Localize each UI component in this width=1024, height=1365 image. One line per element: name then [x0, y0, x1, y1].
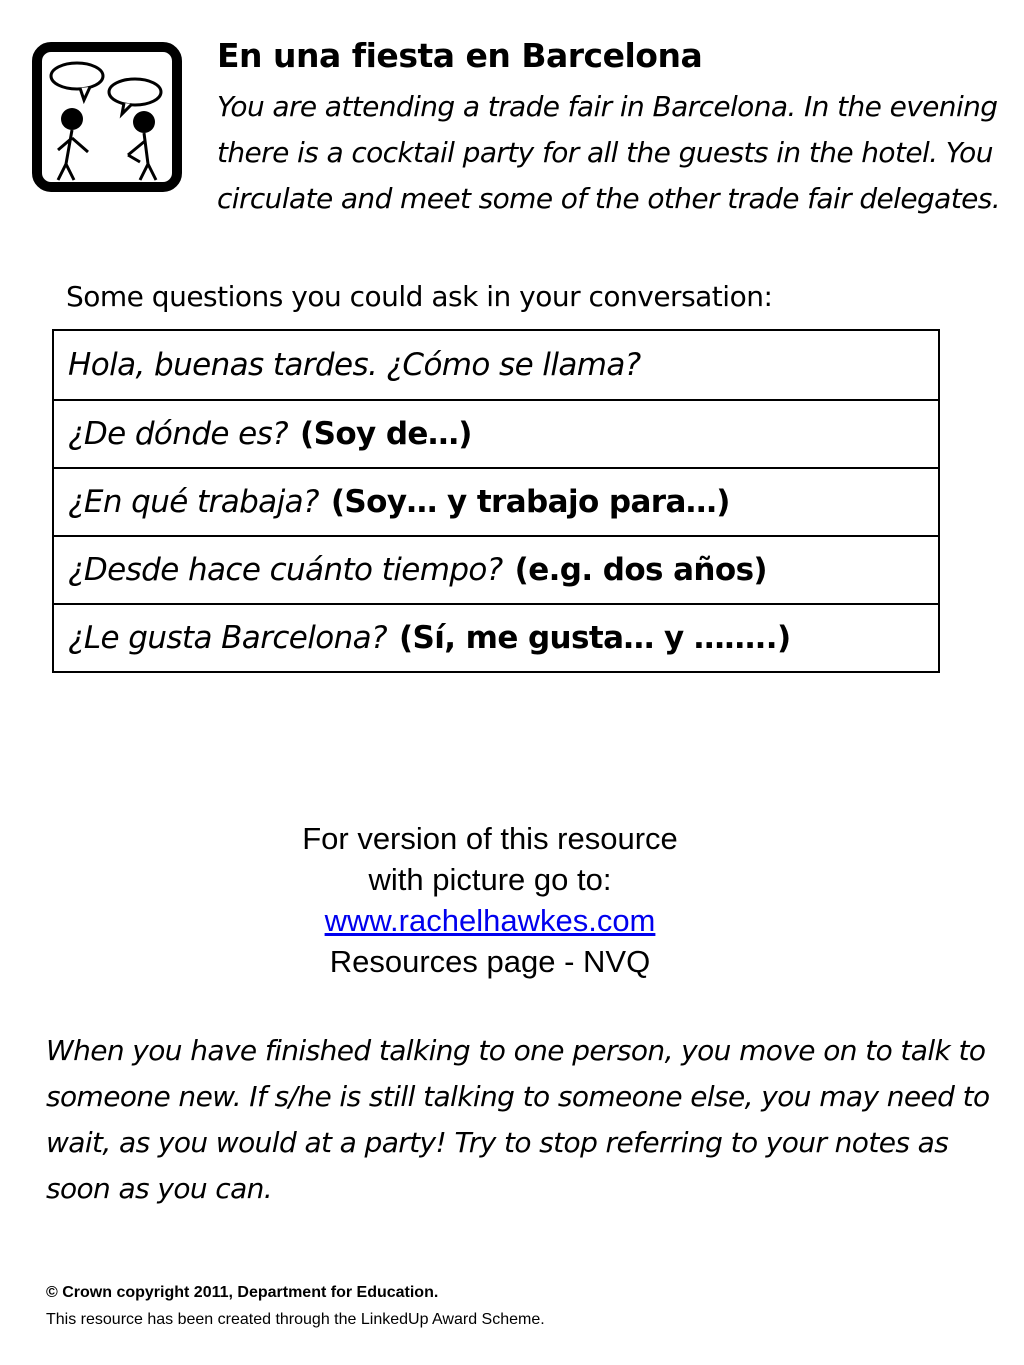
resource-line: For version of this resource [302, 821, 678, 856]
table-row [54, 603, 938, 671]
table-row [54, 399, 938, 467]
resource-line: with picture go to: [368, 862, 612, 897]
website-link[interactable]: www.rachelhawkes.com [324, 903, 656, 938]
answer-hint: (Soy… y trabajo para…) [330, 484, 730, 520]
page-title: En una fiesta en Barcelona [217, 36, 703, 75]
answer-hint: (Sí, me gusta… y ……..) [398, 620, 791, 656]
table-row [54, 467, 938, 535]
answer-hint: (Soy de…) [300, 416, 472, 452]
table-row [54, 535, 938, 603]
resource-note [240, 818, 740, 982]
copyright-notice: © Crown copyright 2011, Department for Education. [46, 1284, 439, 1301]
question-text: Hola, buenas tardes. ¿Cómo se llama? [68, 347, 641, 383]
answer-hint: (e.g. dos años) [514, 552, 767, 588]
conversation-icon [32, 42, 182, 192]
credit-notice: This resource has been created through the LinkedUp Award Scheme. [46, 1311, 545, 1328]
question-text: ¿De dónde es? [68, 416, 289, 452]
questions-prompt: Some questions you could ask in your conversation: [66, 280, 773, 313]
question-text: ¿En qué trabaja? [68, 484, 319, 520]
resource-line: Resources page - NVQ [329, 944, 651, 979]
intro-text: You are attending a trade fair in Barcelona. In the evening there is a cocktail party for all the guests in the hotel. You circulate and meet some of the other trade fair delegates. [217, 90, 1000, 215]
questions-table [52, 329, 940, 673]
table-row [54, 331, 938, 399]
question-text: ¿Le gusta Barcelona? [68, 620, 387, 656]
instructions-text: When you have finished talking to one person, you move on to talk to someone new. If s/he is still talking to someone else, you may need to wait, as you would at a party! Try to stop referring to your notes as soon as you can. [46, 1034, 990, 1205]
question-text: ¿Desde hace cuánto tiempo? [68, 552, 503, 588]
